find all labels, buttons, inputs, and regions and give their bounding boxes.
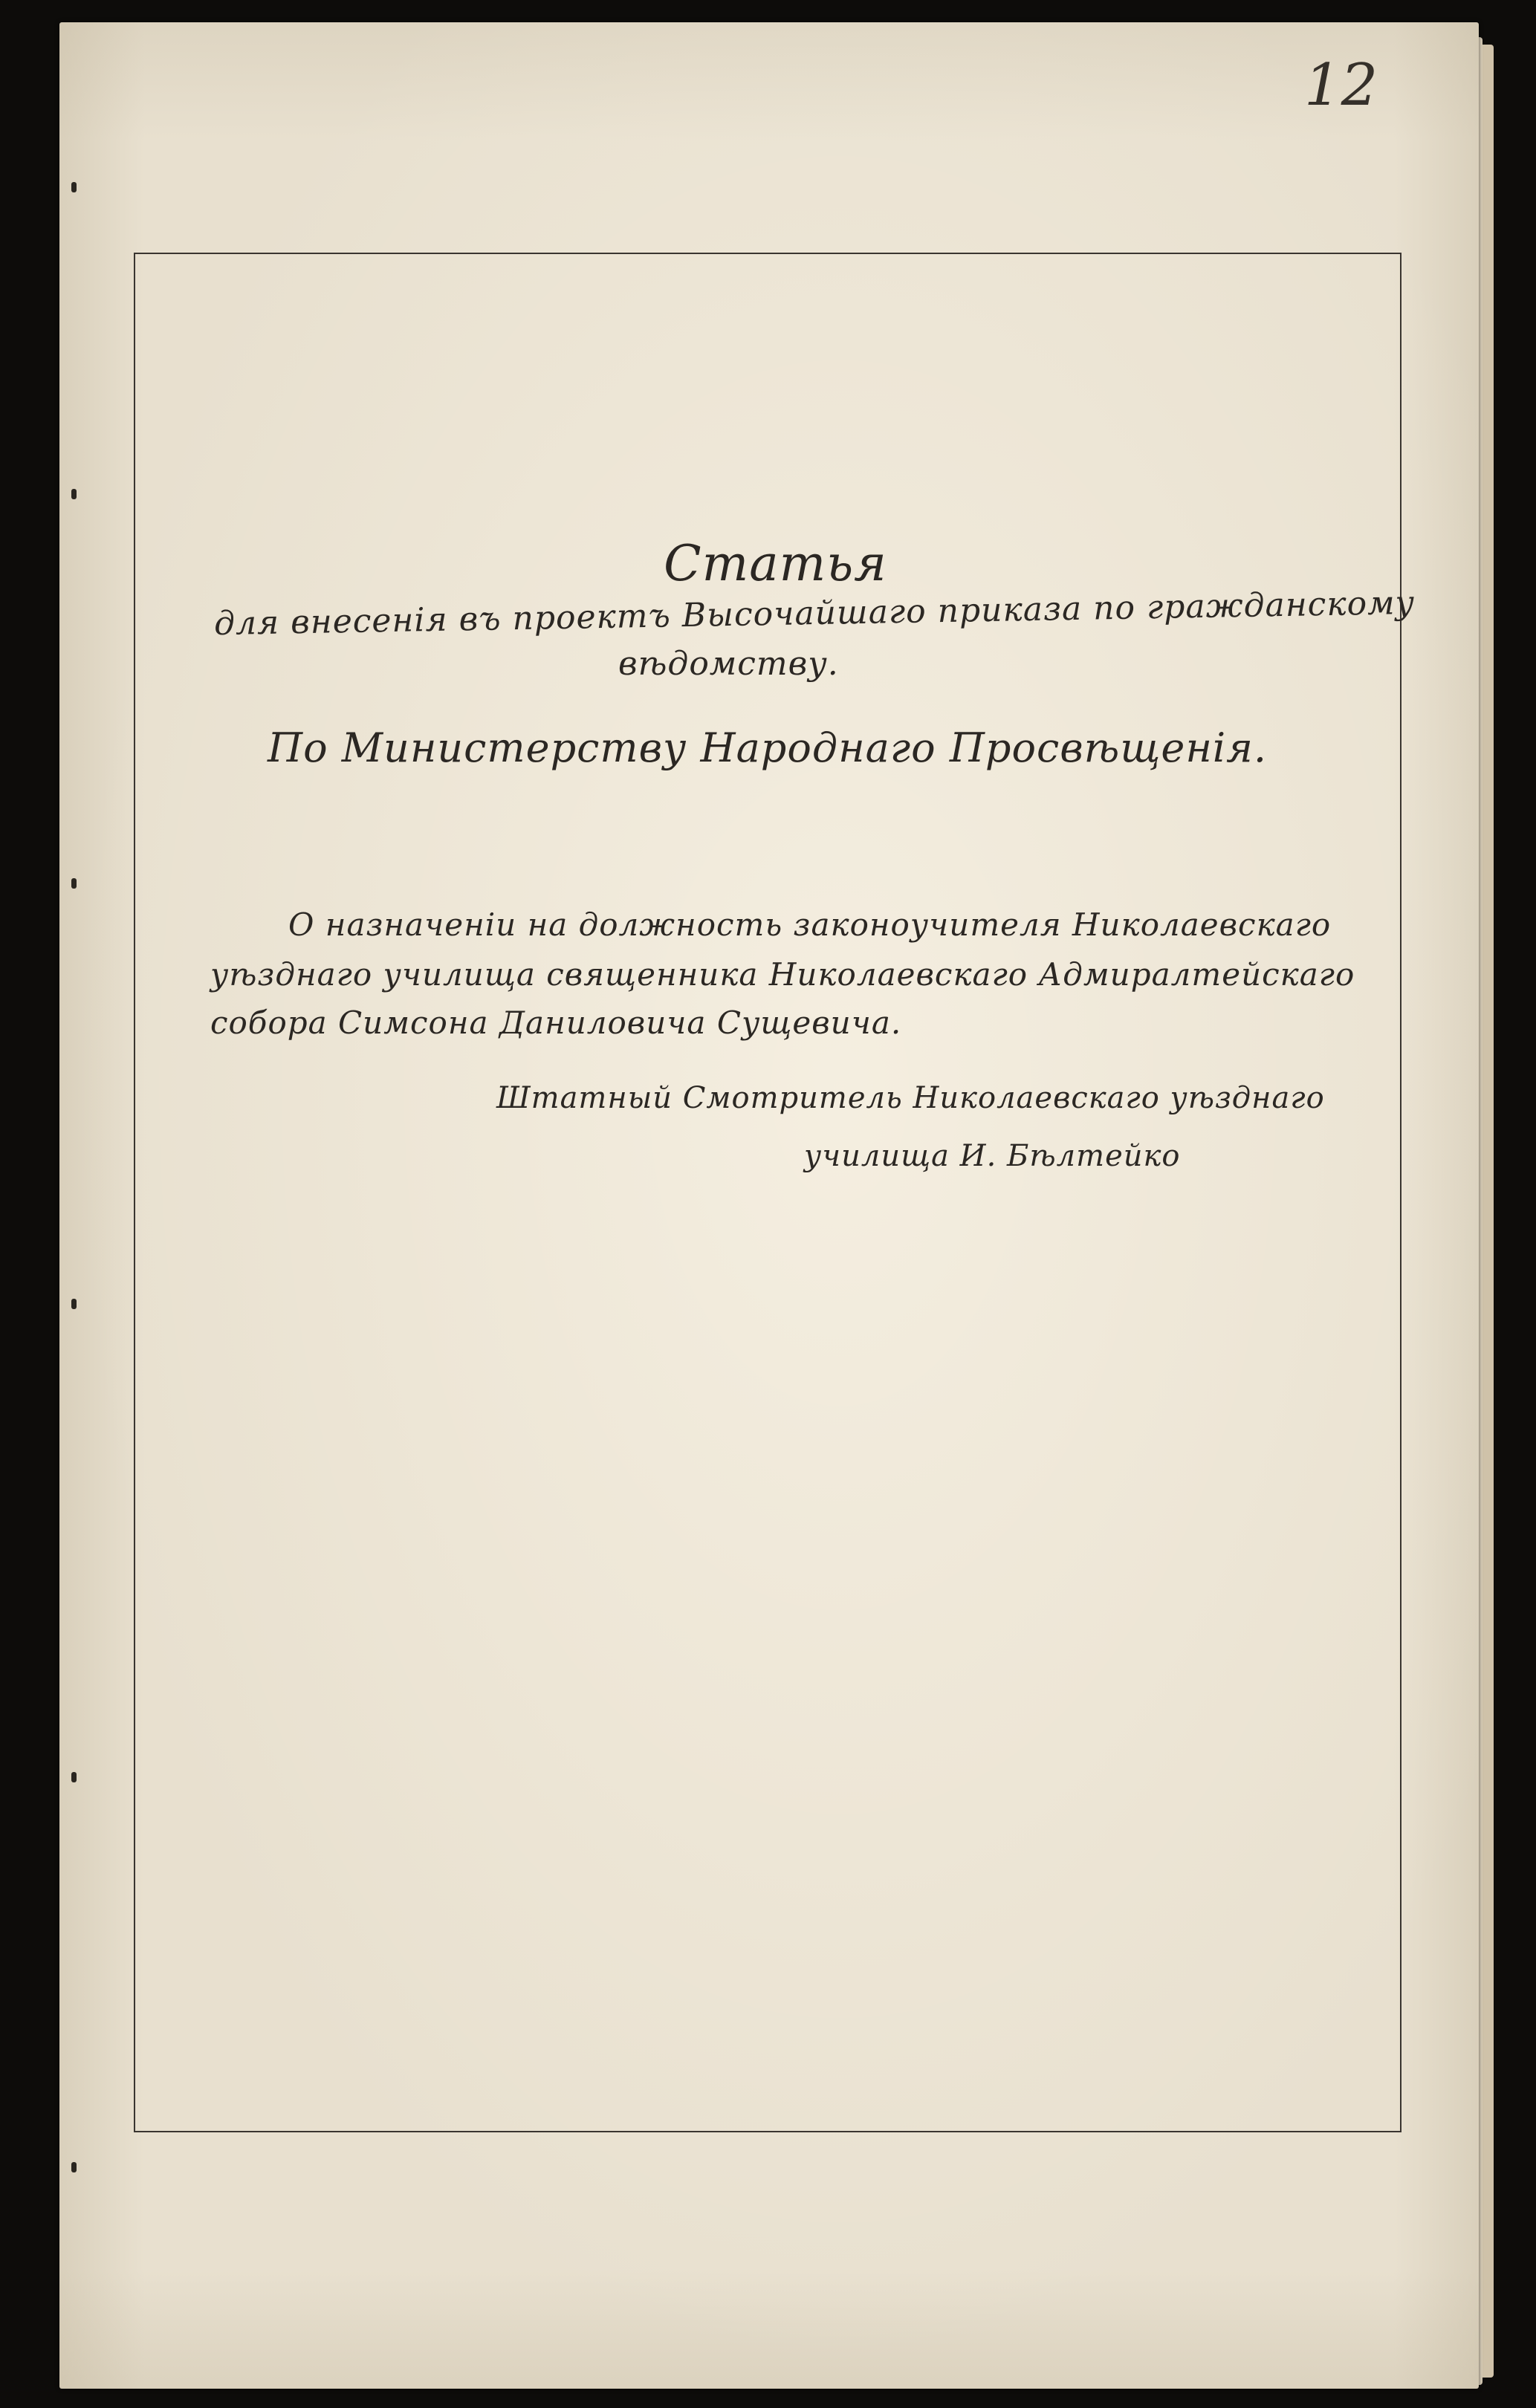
binding-hole-icon	[71, 1772, 77, 1782]
binding-hole-icon	[71, 878, 77, 889]
document-heading: Статья	[664, 535, 887, 592]
binding-hole-icon	[71, 489, 77, 499]
body-text-line: уѣзднаго училища священника Николаевскаго Адмиралтейскаго	[210, 956, 1355, 993]
ministry-line: По Министерству Народнаго Просвѣщенія.	[268, 724, 1268, 771]
subtitle-line: для внесенія въ проектъ Высочайшаго приказа по гражданскому	[213, 583, 1416, 643]
folio-number: 12	[1304, 52, 1378, 119]
binding-hole-icon	[71, 182, 77, 192]
binding-hole-icon	[71, 2162, 77, 2172]
binding-hole-icon	[71, 1299, 77, 1309]
body-text-line: О назначеніи на должность законоучителя Николаевскаго	[288, 906, 1332, 943]
signature-line: училища И. Бѣлтейко	[804, 1139, 1181, 1173]
body-text-line: собора Симсона Даниловича Сущевича.	[210, 1005, 902, 1041]
signature-line: Штатный Смотритель Николаевскаго уѣзднаго	[496, 1081, 1325, 1115]
subtitle-line: вѣдомству.	[618, 645, 839, 683]
